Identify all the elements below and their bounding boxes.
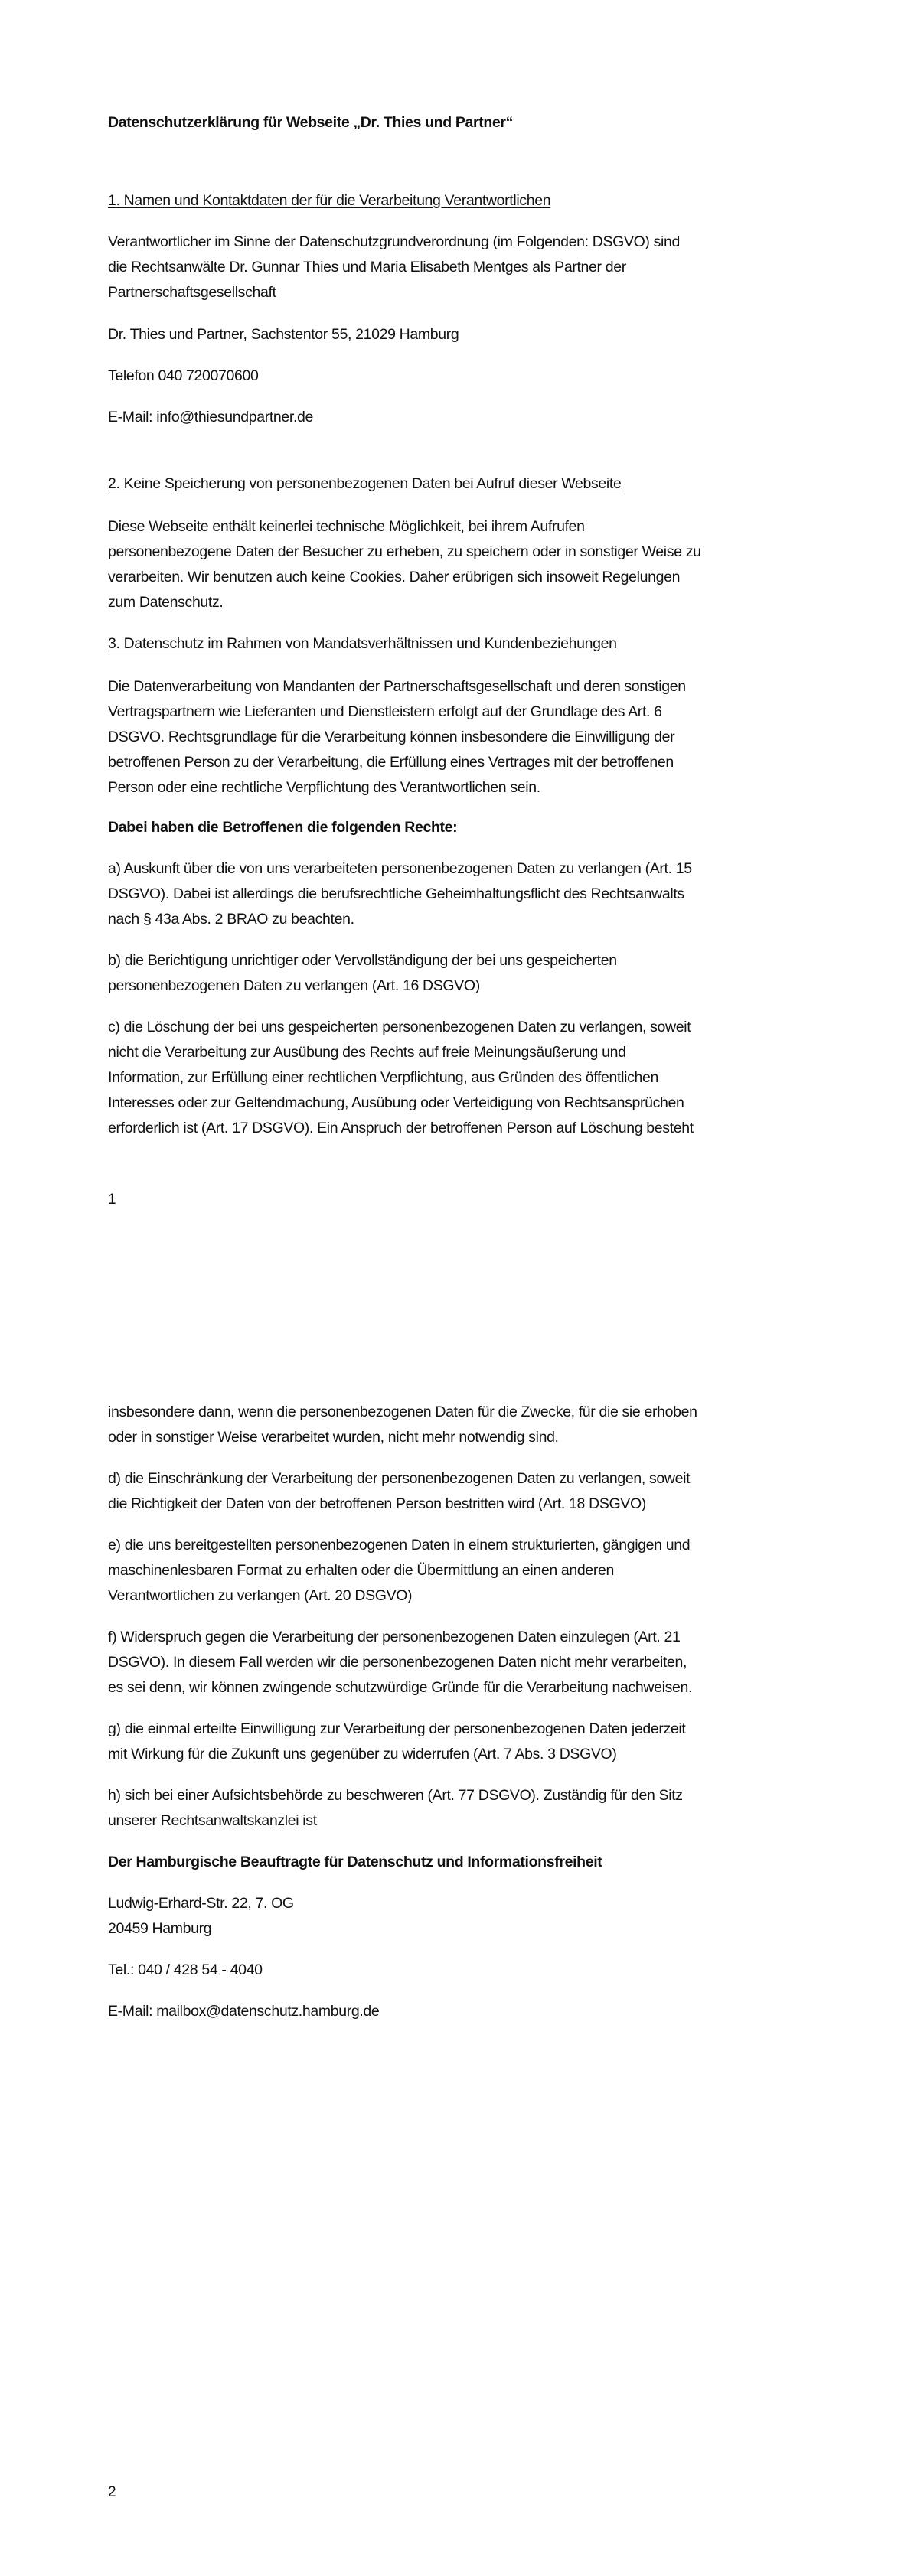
paragraph-line: DSGVO). Dabei ist allerdings die berufsrechtliche Geheimhaltungsflicht des Rechtsanwalts <box>108 885 684 902</box>
paragraph-line: unserer Rechtsanwaltskanzlei ist <box>108 1812 317 1829</box>
right-c-continued <box>108 1400 812 1450</box>
authority-phone <box>108 1958 812 1983</box>
email-text: E-Mail: info@thiesundpartner.de <box>108 409 314 426</box>
paragraph-line: Diese Webseite enthält keinerlei technische Möglichkeit, bei ihrem Aufrufen <box>108 518 585 535</box>
heading-text: Dabei haben die Betroffenen die folgenden Rechte: <box>108 819 458 836</box>
paragraph-line: betroffenen Person zu der Verarbeitung, die Erfüllung eines Vertrages mit der betroffenen <box>108 754 674 771</box>
section-3-heading <box>108 631 812 657</box>
right-h <box>108 1783 812 1834</box>
paragraph-line: die Rechtsanwälte Dr. Gunnar Thies und Maria Elisabeth Mentges als Partner der <box>108 259 626 276</box>
authority-name <box>108 1850 812 1875</box>
authority-email <box>108 1999 812 2024</box>
paragraph-line: Verantwortlichen zu verlangen (Art. 20 DSGVO) <box>108 1587 413 1604</box>
controller-phone <box>108 364 812 389</box>
paragraph-line: h) sich bei einer Aufsichtsbehörde zu beschweren (Art. 77 DSGVO). Zuständig für den Sitz <box>108 1787 683 1804</box>
paragraph-line: erforderlich ist (Art. 17 DSGVO). Ein Anspruch der betroffenen Person auf Löschung besteht <box>108 1120 694 1136</box>
rights-heading <box>108 815 812 840</box>
paragraph-line: oder in sonstiger Weise verarbeitet wurden, nicht mehr notwendig sind. <box>108 1429 559 1446</box>
paragraph-line: nach § 43a Abs. 2 BRAO zu beachten. <box>108 911 354 928</box>
controller-email <box>108 405 812 430</box>
paragraph-line: d) die Einschränkung der Verarbeitung der personenbezogenen Daten zu verlangen, soweit <box>108 1470 691 1487</box>
controller-address <box>108 322 812 347</box>
section-2-heading <box>108 471 812 497</box>
heading-text: 3. Datenschutz im Rahmen von Mandatsverhältnissen und Kundenbeziehungen <box>108 635 617 652</box>
paragraph-line: Partnerschaftsgesellschaft <box>108 284 276 301</box>
paragraph-line: die Richtigkeit der Daten von der betroffenen Person bestritten wird (Art. 18 DSGVO) <box>108 1495 646 1512</box>
right-b <box>108 948 812 999</box>
right-c <box>108 1015 812 1141</box>
page-number: 1 <box>108 1192 116 1208</box>
heading-text: 2. Keine Speicherung von personenbezogenen Daten bei Aufruf dieser Webseite <box>108 475 622 492</box>
paragraph-line: verarbeiten. Wir benutzen auch keine Cookies. Daher erübrigen sich insoweit Regelungen <box>108 569 681 585</box>
phone-text: Telefon 040 720070600 <box>108 367 259 384</box>
paragraph-line: insbesondere dann, wenn die personenbezogenen Daten für die Zwecke, für die sie erhoben <box>108 1404 697 1420</box>
paragraph-line: Vertragspartnern wie Lieferanten und Dienstleistern erfolgt auf der Grundlage des Art. 6 <box>108 703 662 720</box>
address-text: Dr. Thies und Partner, Sachstentor 55, 21029 Hamburg <box>108 326 459 343</box>
paragraph-line: nicht die Verarbeitung zur Ausübung des Rechts auf freie Meinungsäußerung und <box>108 1044 626 1061</box>
right-d <box>108 1466 812 1517</box>
address-line: 20459 Hamburg <box>108 1920 212 1937</box>
paragraph-line: maschinenlesbaren Format zu erhalten oder die Übermittlung an einen anderen <box>108 1562 614 1579</box>
paragraph-line: personenbezogene Daten der Besucher zu erheben, zu speichern oder in sonstiger Weise zu <box>108 543 701 560</box>
authority-name-text: Der Hamburgische Beauftragte für Datenschutz und Informationsfreiheit <box>108 1854 602 1870</box>
right-e <box>108 1533 812 1609</box>
email-text: E-Mail: mailbox@datenschutz.hamburg.de <box>108 2003 380 2020</box>
paragraph-line: DSGVO). In diesem Fall werden wir die personenbezogenen Daten nicht mehr verarbeiten, <box>108 1654 687 1671</box>
paragraph-line: Information, zur Erfüllung einer rechtlichen Verpflichtung, aus Gründen des öffentlichen <box>108 1069 658 1086</box>
right-f <box>108 1625 812 1700</box>
section-2-paragraph <box>108 514 812 615</box>
paragraph-line: Verantwortlicher im Sinne der Datenschutzgrundverordnung (im Folgenden: DSGVO) sind <box>108 233 680 250</box>
paragraph-line: zum Datenschutz. <box>108 594 224 611</box>
section-1-paragraph <box>108 230 812 305</box>
paragraph-line: Interesses oder zur Geltendmachung, Ausübung oder Verteidigung von Rechtsansprüchen <box>108 1094 684 1111</box>
title-text: Datenschutzerklärung für Webseite „Dr. Thies und Partner“ <box>108 114 514 131</box>
paragraph-line: c) die Löschung der bei uns gespeicherten personenbezogenen Daten zu verlangen, soweit <box>108 1019 691 1035</box>
heading-text: 1. Namen und Kontaktdaten der für die Verarbeitung Verantwortlichen <box>108 192 551 209</box>
right-a <box>108 856 812 932</box>
paragraph-line: personenbezogenen Daten zu verlangen (Art. 16 DSGVO) <box>108 977 480 994</box>
page-number: 2 <box>108 2484 116 2500</box>
paragraph-line: es sei denn, wir können zwingende schutzwürdige Gründe für die Verarbeitung nachweisen. <box>108 1679 693 1696</box>
phone-text: Tel.: 040 / 428 54 - 4040 <box>108 1961 263 1978</box>
paragraph-line: DSGVO. Rechtsgrundlage für die Verarbeitung können insbesondere die Einwilligung der <box>108 729 675 745</box>
right-g <box>108 1717 812 1767</box>
paragraph-line: g) die einmal erteilte Einwilligung zur Verarbeitung der personenbezogenen Daten jederzeit <box>108 1720 686 1737</box>
section-1-heading <box>108 188 812 214</box>
authority-address <box>108 1891 812 1942</box>
paragraph-line: Die Datenverarbeitung von Mandanten der Partnerschaftsgesellschaft und deren sonstigen <box>108 678 686 695</box>
section-3-paragraph <box>108 674 812 801</box>
paragraph-line: mit Wirkung für die Zukunft uns gegenüber zu widerrufen (Art. 7 Abs. 3 DSGVO) <box>108 1746 617 1762</box>
document-title <box>108 110 812 135</box>
paragraph-line: f) Widerspruch gegen die Verarbeitung der personenbezogenen Daten einzulegen (Art. 21 <box>108 1629 681 1645</box>
paragraph-line: a) Auskunft über die von uns verarbeiteten personenbezogenen Daten zu verlangen (Art. 15 <box>108 860 692 877</box>
paragraph-line: b) die Berichtigung unrichtiger oder Vervollständigung der bei uns gespeicherten <box>108 952 617 969</box>
paragraph-line: e) die uns bereitgestellten personenbezogenen Daten in einem strukturierten, gängigen und <box>108 1537 691 1554</box>
address-line: Ludwig-Erhard-Str. 22, 7. OG <box>108 1895 294 1912</box>
paragraph-line: Person oder eine rechtliche Verpflichtung des Verantwortlichen sein. <box>108 779 540 796</box>
